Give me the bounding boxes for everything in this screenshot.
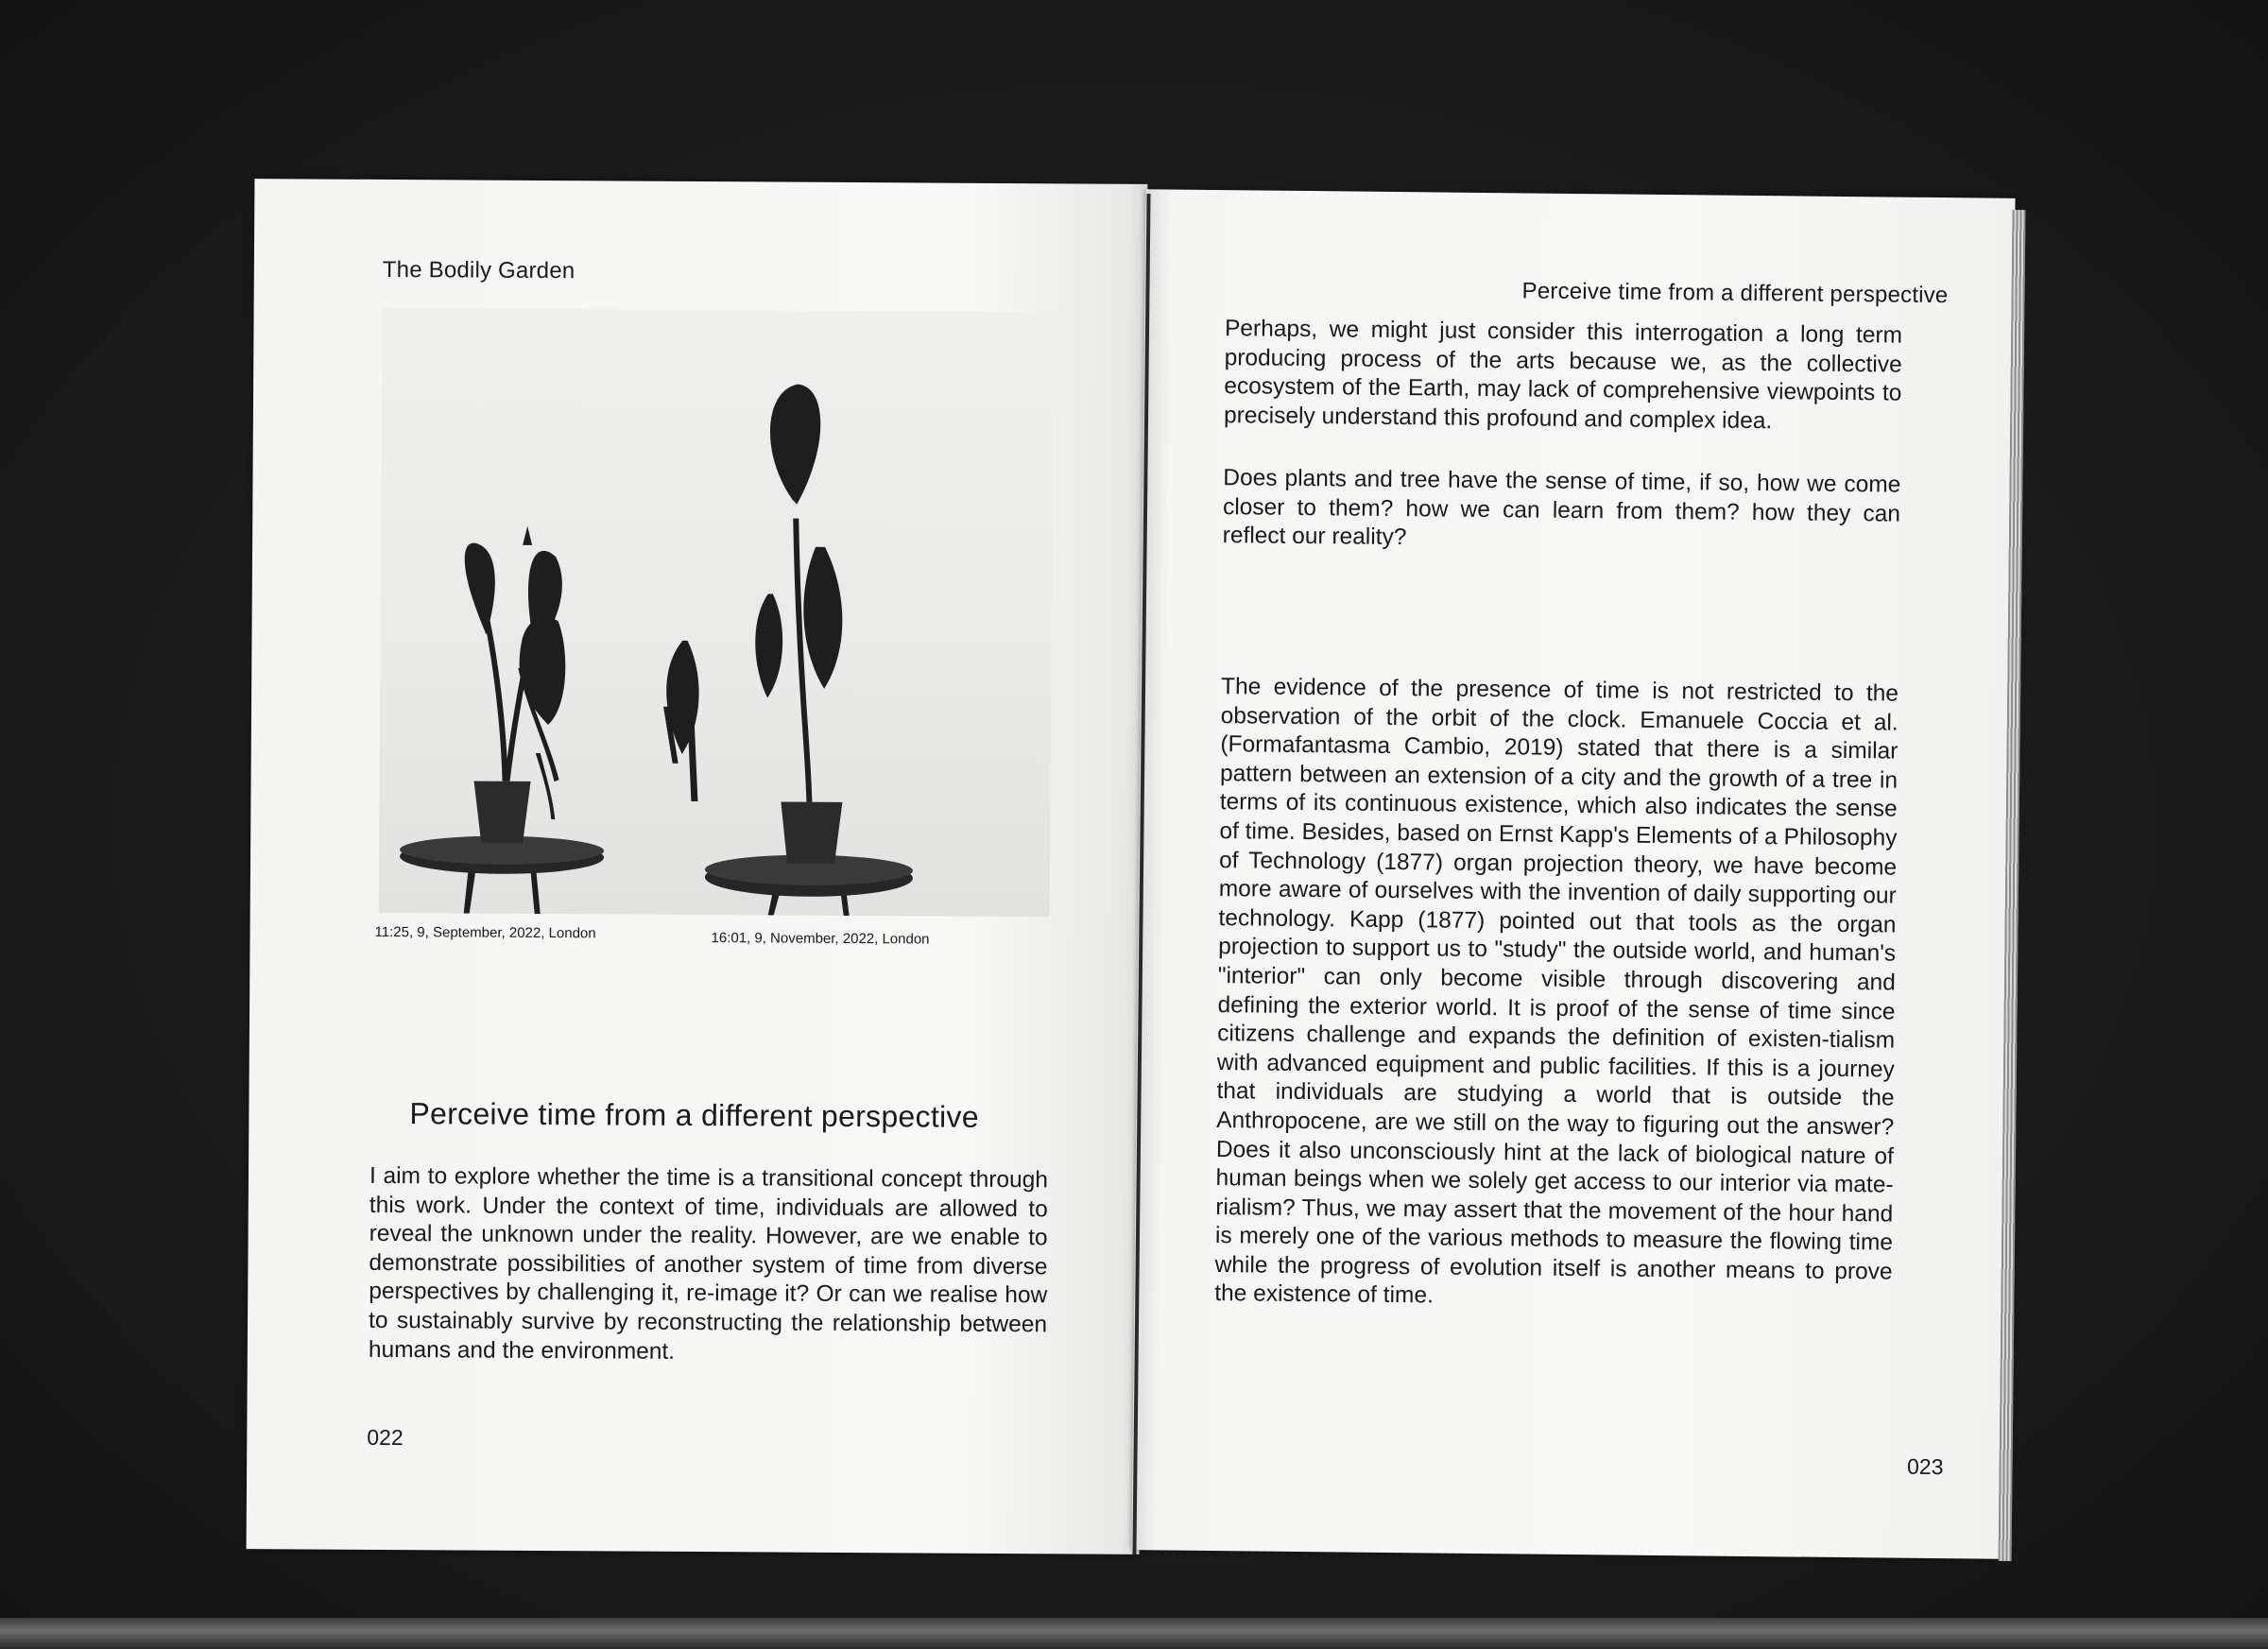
right-paragraph-3: The evidence of the presence of time is not restricted to the observation of the orbit of the clock. Emanuele Coccia et al. (Formafantasma Cambio, 2019) stated that there is a similar pattern between an extension of a city and the growth of a tree in terms of its continuous existence, which also indicates the sense of time. Besides, based on Ernst Kapp's Elements of a Philosophy of Technology (1877) organ projection theory, we have become more aware of ourselves with the invention of daily supporting our technology. Kapp (1877) pointed out that tools as the organ projection to support us to "study" the outside world, and human's "interior" can only become visible through discovering and defining the exterior world. It is proof of the sense of time since citizens challenge and expands the definition of existen-tialism with advanced equipment and public facilities. If this is a journey that individuals are studying a world that is outside the Anthropocene, are we still on the way to figuring out the answer? Does it also unconsciously hint at the lack of biological nature of human beings when we solely get access to our interior via mate-rialism? Thus, we may assert that the movement of the hour hand is merely one of the various methods to measure the flowing time while the progress of evolution itself is another means to prove the existence of time.	[1214, 674, 1899, 1309]
page-number-right: 023	[1906, 1453, 1944, 1480]
right-paragraph-2: Does plants and tree have the sense of time, if so, how we come closer to them? how we can learn from them? how they can reflect our reality?	[1222, 465, 1901, 551]
left-body-text: I aim to explore whether the time is a transitional concept through this work. Under the context of time, individuals are allowed to reveal the unknown under the reality. However, are we enable to demonstrate possibilities of another system of time from diverse perspectives by challenging it, re-image it? Or can we realise how to sustainably survive by reconstructing the relationship between humans and the environment.	[368, 1162, 1049, 1365]
photo-caption-left: 11:25, 9, September, 2022, London	[374, 923, 596, 942]
right-running-head: Perceive time from a different perspective	[1521, 278, 1949, 309]
plant-left-image	[400, 525, 607, 914]
section-title: Perceive time from a different perspective	[409, 1096, 979, 1134]
plant-photograph	[379, 308, 1054, 917]
plant-photo-illustration	[379, 308, 1054, 917]
plant-right-image	[662, 384, 916, 917]
right-paragraph-1: Perhaps, we might just consider this interrogation a long term producing process of the arts because we, as the collective ecosystem of the Earth, may lack of comprehensive viewpoints to precisely understand this profound and complex idea.	[1223, 316, 1903, 434]
page-number-left: 022	[367, 1424, 404, 1451]
right-page	[1131, 189, 2015, 1559]
left-page	[247, 179, 1148, 1555]
left-running-head: The Bodily Garden	[382, 256, 576, 284]
photo-caption-right: 16:01, 9, November, 2022, London	[711, 930, 930, 948]
scanner-edge	[0, 1618, 2268, 1649]
